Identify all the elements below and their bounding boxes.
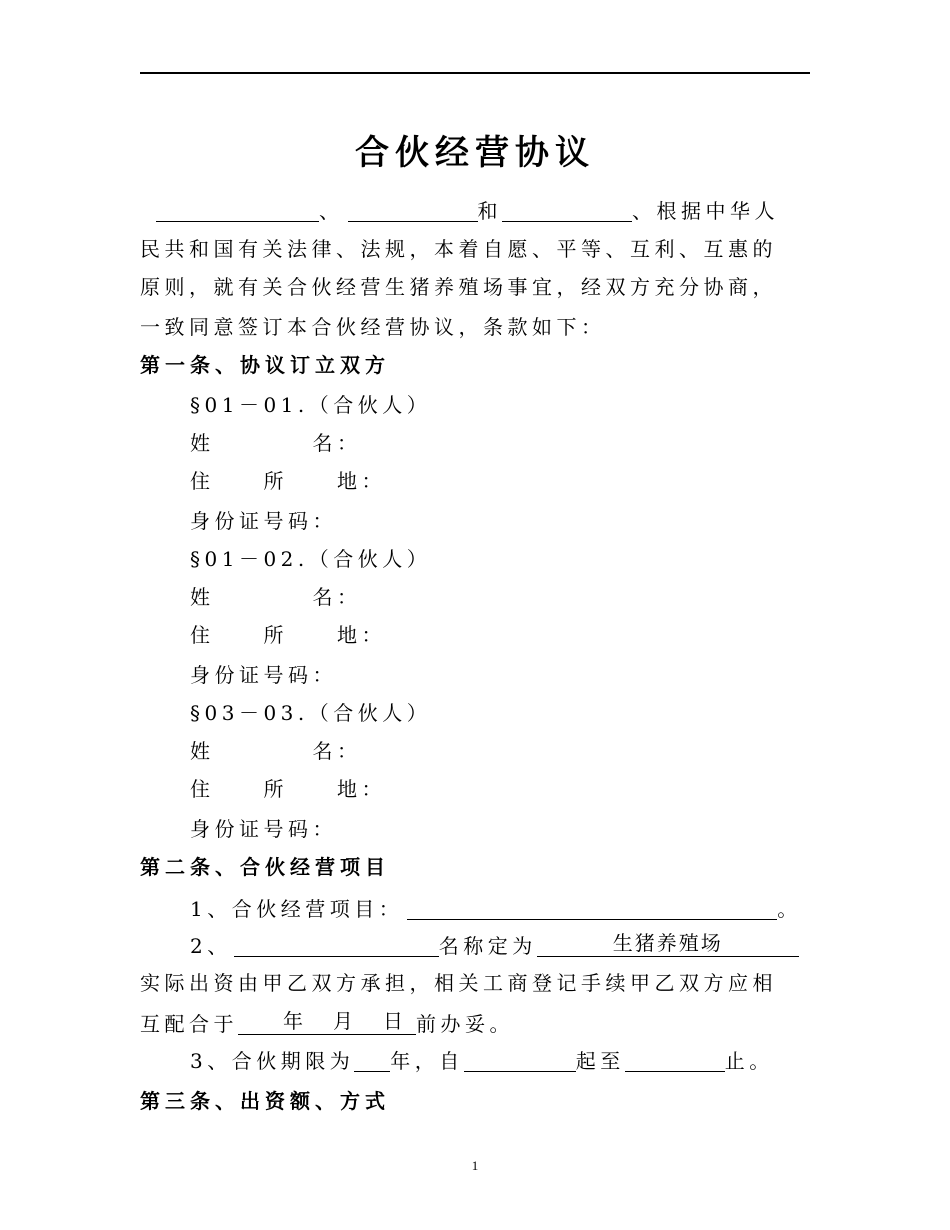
article-2-item-1 — [190, 894, 810, 924]
partner-1-code: §01－01.（合伙人） — [190, 393, 432, 417]
item-2-mid: 名称定为 — [438, 934, 537, 958]
intro-line-2: 民共和国有关法律、法规，本着自愿、平等、互利、互惠的 — [140, 237, 777, 261]
article-2-item-2 — [190, 930, 810, 961]
intro-line-3: 原则，就有关合伙经营生猪养殖场事宜，经双方充分协商， — [140, 275, 777, 299]
item-1-end: 。 — [777, 897, 802, 921]
partner-2-id-label: 身份证号码： — [190, 663, 337, 687]
party-c-blank[interactable] — [502, 199, 632, 222]
item-1-label: 1、合伙经营项目： — [190, 897, 404, 921]
item-2-blank[interactable] — [234, 934, 439, 957]
partner-3-id-label: 身份证号码： — [190, 817, 337, 841]
intro-line-1-tail: 、根据中华人 — [632, 199, 779, 223]
partner-3-code: §03－03.（合伙人） — [190, 701, 432, 725]
intro-line-4: 一致同意签订本合伙经营协议，条款如下： — [140, 315, 606, 339]
item-2-line-3-suffix: 前办妥。 — [416, 1012, 514, 1036]
partner-2-address-label: 住 所 地： — [190, 623, 386, 647]
article-1-heading: 第一条、协议订立双方 — [140, 353, 390, 377]
partner-1-name-label: 姓 名： — [190, 431, 362, 455]
deadline-year: 年 — [283, 1009, 303, 1033]
party-a-blank[interactable] — [156, 199, 319, 222]
deadline-day: 日 — [383, 1009, 403, 1033]
header-rule — [140, 72, 810, 74]
page-number: 1 — [471, 1158, 479, 1173]
business-project-blank[interactable] — [407, 897, 777, 920]
farm-name-value: 生猪养殖场 — [537, 930, 799, 957]
party-b-blank[interactable] — [348, 199, 478, 222]
item-3-year: 年，自 — [390, 1049, 464, 1073]
article-2-item-2-line-2: 实际出资由甲乙双方承担，相关工商登记手续甲乙双方应相 — [140, 971, 777, 995]
partner-3-address-label: 住 所 地： — [190, 777, 386, 801]
article-2-item-2-line-3 — [140, 1008, 810, 1039]
partner-2-name-label: 姓 名： — [190, 585, 362, 609]
article-2-heading: 第二条、合伙经营项目 — [140, 855, 390, 879]
document-title: 合伙经营协议 — [355, 133, 595, 173]
term-end-blank[interactable] — [625, 1049, 725, 1072]
partner-1-address-label: 住 所 地： — [190, 469, 386, 493]
item-3-from: 起至 — [575, 1049, 625, 1073]
item-2-prefix: 2、 — [190, 934, 232, 958]
intro-line-1 — [140, 196, 810, 226]
term-years-blank[interactable] — [354, 1049, 390, 1072]
item-3-prefix: 3、合伙期限为 — [190, 1049, 355, 1073]
term-start-blank[interactable] — [464, 1049, 576, 1072]
article-2-item-3 — [190, 1046, 810, 1076]
item-3-end: 止。 — [724, 1049, 774, 1073]
item-2-line-3-prefix: 互配合于 — [140, 1012, 238, 1036]
article-3-heading: 第三条、出资额、方式 — [140, 1089, 390, 1113]
intro-and: 和 — [477, 199, 502, 223]
partner-2-code: §01－02.（合伙人） — [190, 547, 432, 571]
deadline-month: 月 — [333, 1009, 353, 1033]
deadline-date-field[interactable] — [238, 1008, 416, 1035]
partner-1-id-label: 身份证号码： — [190, 509, 337, 533]
intro-separator: 、 — [319, 199, 344, 223]
partner-3-name-label: 姓 名： — [190, 739, 362, 763]
